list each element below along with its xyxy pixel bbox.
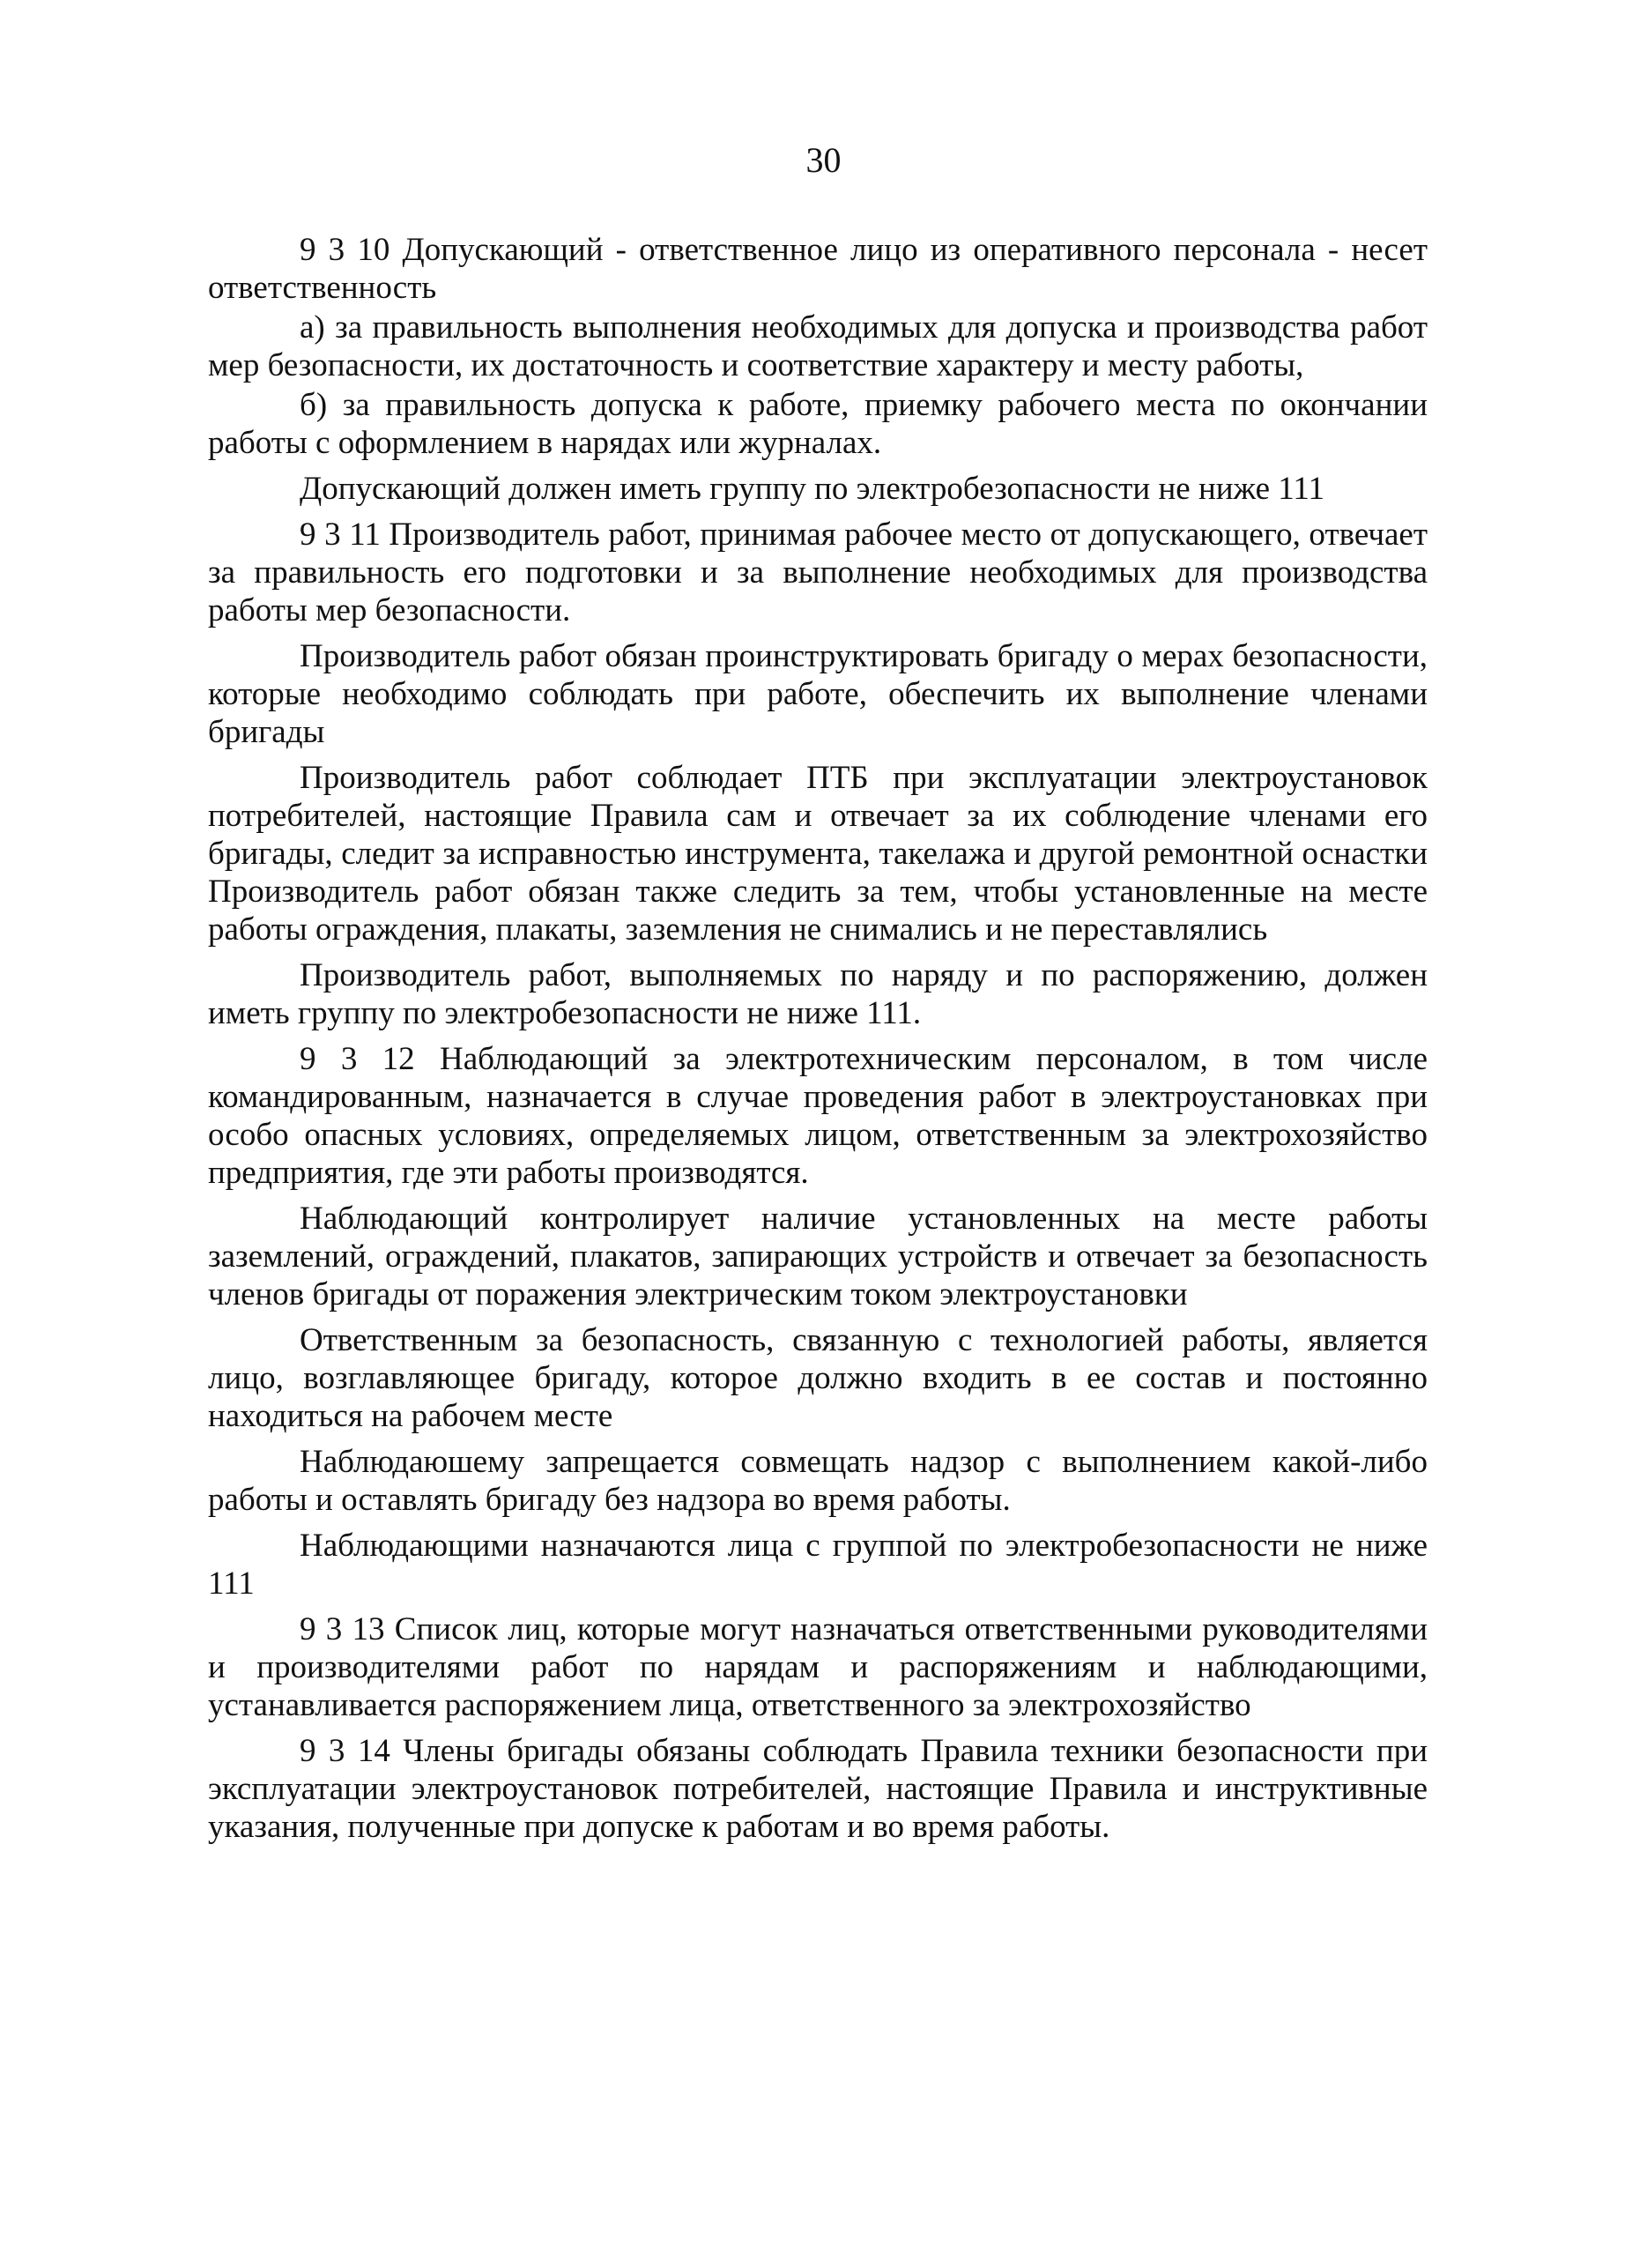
paragraph-observers-group: Наблюдающими назначаются лица с группой по электробезопасности не ниже 111	[208, 1528, 1428, 1602]
paragraph-observer-prohibited: Наблюдаюшему запрещается совмещать надзор с выполнением какой-либо работы и оставлять бригаду без надзора во время работы.	[208, 1444, 1428, 1518]
paragraph-9-3-13: 9 3 13 Список лиц, которые могут назначаться ответственными руководителями и производителями работ по нарядам и распоряжениям и наблюдающими, устанавливается распоряжением лица, ответственного за электрохозяйство	[208, 1611, 1428, 1723]
paragraph-admitter-group: Допускающий должен иметь группу по электробезопасности не ниже 111	[300, 471, 1325, 507]
paragraph-9-3-11: 9 3 11 Производитель работ, принимая рабочее место от допускающего, отвечает за правильность его подготовки и за выполнение необходимых для производства работы мер безопасности.	[208, 517, 1428, 628]
paragraph-observer-controls: Наблюдающий контролирует наличие установленных на месте работы заземлений, ограждений, плакатов, запирающих устройств и отвечает за безопасность членов бригады от поражения электрическим током электроустановки	[208, 1201, 1428, 1312]
paragraph-9-3-10: 9 3 10 Допускающий - ответственное лицо из оперативного персонала - несет ответственность	[208, 232, 1428, 306]
paragraph-responsible-technology: Ответственным за безопасность, связанную с технологией работы, является лицо, возглавляющее бригаду, которое должно входить в ее состав и постоянно находиться на рабочем месте	[208, 1322, 1428, 1434]
paragraph-item-a: а) за правильность выполнения необходимых для допуска и производства работ мер безопасности, их достаточность и соответствие характеру и месту работы,	[208, 309, 1428, 383]
page-number: 30	[805, 140, 842, 180]
document-body	[208, 231, 1428, 1854]
paragraph-item-b: б) за правильность допуска к работе, приемку рабочего места по окончании работы с оформлением в нарядах или журналах.	[208, 387, 1428, 461]
paragraph-9-3-12: 9 3 12 Наблюдающий за электротехническим персоналом, в том числе командированным, назначается в случае проведения работ в электроустановках при особо опасных условиях, определяемых лицом, ответственным за электрохозяйство предприятия, где эти работы производятся.	[208, 1041, 1428, 1191]
paragraph-9-3-14: 9 3 14 Члены бригады обязаны соблюдать Правила техники безопасности при эксплуатации электроустановок потребителей, настоящие Правила и инструктивные указания, полученные при допуске к работам и во время работы.	[208, 1733, 1428, 1845]
paragraph-work-producer-group: Производитель работ, выполняемых по наряду и по распоряжению, должен иметь группу по электробезопасности не ниже 111.	[208, 957, 1428, 1031]
paragraph-work-producer-ptb: Производитель работ соблюдает ПТБ при эксплуатации электроустановок потребителей, настоящие Правила сам и отвечает за их соблюдение членами его бригады, следит за исправностью инструмента, такелажа и другой ремонтной оснастки Производитель работ обязан также следить за тем, чтобы установленные на месте работы ограждения, плакаты, заземления не снимались и не переставлялись	[208, 760, 1428, 948]
paragraph-work-producer-instruct: Производитель работ обязан проинструктировать бригаду о мерах безопасности, которые необходимо соблюдать при работе, обеспечить их выполнение членами бригады	[208, 638, 1428, 750]
